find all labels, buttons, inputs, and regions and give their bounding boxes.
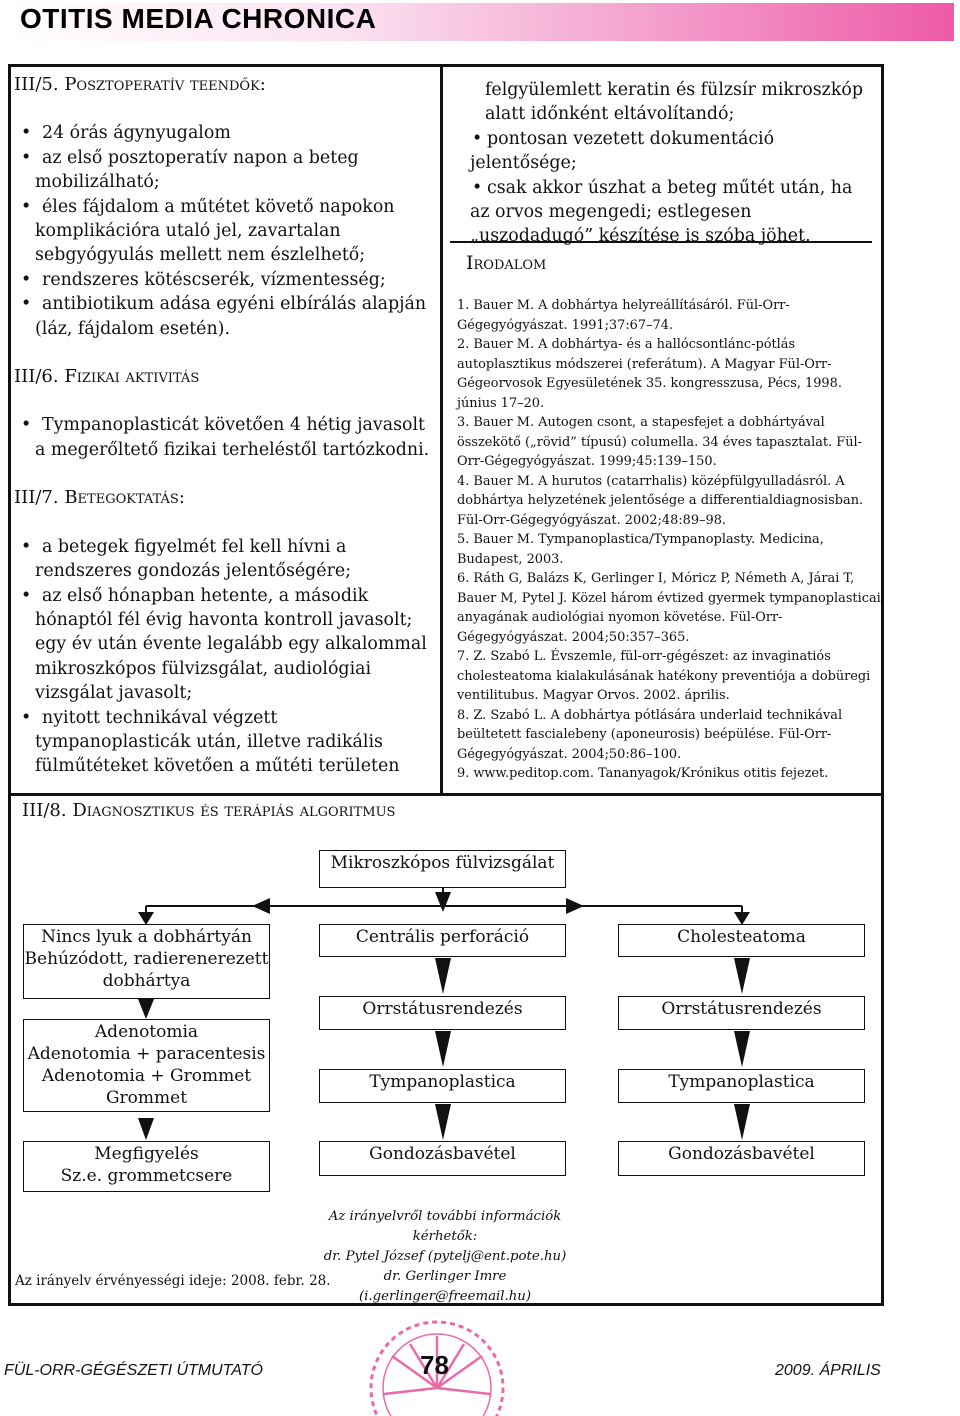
reference-item: 6. Ráth G, Balázs K, Gerlinger I, Móricz P, Németh A, Járai T, Bauer M, Pytel J. Közel három évtized gyermek tympanoplasticai anyagának audiológiai nyomon követése. Fül-Orr-Gégegyógyászat. 2004;50:357–365. — [457, 571, 881, 645]
flow-box-mid-3: Tympanoplastica — [319, 1069, 566, 1103]
flow-box-right-3: Tympanoplastica — [618, 1069, 865, 1103]
diagram-heading: III/8. Diagnosztikus és terápiás algoritmus — [22, 800, 396, 821]
reference-item: 1. Bauer M. A dobhártya helyreállításáról. Fül-Orr-Gégegyógyászat. 1991;37:67–74. — [457, 298, 790, 333]
flow-box-left-1: Nincs lyuk a dobhártyán Behúzódott, radierenerezett dobhártya — [23, 924, 270, 999]
list-item: • az első hónapban hetente, a második hónaptól fél évig havonta kontroll javasolt; egy év után évente legalább egy alkalommal mikroszkópos fülvizsgálat, audiológiai vizsgálat javasolt; — [14, 584, 434, 706]
contact-info: Az irányelvről további információk kérhetők: dr. Pytel József (pytelj@ent.pote.hu) dr. Gerlinger Imre (i.gerlinger@freemail.hu) — [323, 1209, 567, 1304]
flow-box-right-1: Cholesteatoma — [618, 924, 865, 957]
page-number: 78 — [420, 1350, 449, 1380]
list-item: • pontosan vezetett dokumentáció jelentősége; — [470, 127, 877, 176]
section-heading-7: III/7. Betegoktatás: — [14, 487, 185, 509]
list-item: • csak akkor úszhat a beteg műtét után, ha az orvos megengedi; estlegesen „uszodadugó” készítése is szóba jöhet. — [470, 176, 877, 249]
page-title: OTITIS MEDIA CHRONICA — [20, 3, 377, 34]
reference-item: 7. Z. Szabó L. Évszemle, fül-orr-gégészet: az invaginatiós cholesteatoma kialakulásának hatékony preventiója a dobüregi ventilitubus. Magyar Orvos. 2002. április. — [457, 649, 871, 703]
continued-text: felgyülemlett keratin és fülzsír mikroszkóp alatt időnként eltávolítandó; — [485, 80, 863, 125]
flow-box-left-2: Adenotomia Adenotomia + paracentesis Adenotomia + Grommet Grommet — [23, 1019, 270, 1112]
flow-box-mid-1: Centrális perforáció — [319, 924, 566, 957]
validity-note: Az irányelv érvényességi ideje: 2008. febr. 28. — [15, 1273, 331, 1289]
section-heading-5: III/5. Posztoperatív teendők: — [14, 74, 266, 95]
reference-item: 5. Bauer M. Tympanoplastica/Tympanoplasty. Medicina, Budapest, 2003. — [457, 532, 824, 567]
list-item: • rendszeres kötéscserék, vízmentesség; — [14, 268, 434, 292]
reference-item: 4. Bauer M. A hurutos (catarrhalis) középfülgyulladásról. A dobhártya helyzetének jelentősége a differentialdiagnosisban. Fül-Orr-Gégegyógyászat. 2002;48:89–98. — [457, 473, 864, 528]
arrow-head — [734, 1031, 750, 1067]
reference-item: 3. Bauer M. Autogen csont, a stapesfejet a dobhártyával összekötő („rövid” típusú) columella. 34 éves tapasztalat. Fül-Orr-Gégegyógyászat. 1999;45:139–150. — [457, 415, 863, 469]
footer-publication: FÜL-ORR-GÉGÉSZETI ÚTMUTATÓ — [4, 1362, 263, 1379]
reference-item: 2. Bauer M. A dobhártya- és a hallócsontlánc-pótlás autoplasztikus módszerei (referátum). A Magyar Fül-Orr-Gégeorvosok Egyesületének 35. kongresszusa, Pécs, 1998. június 17–20. — [457, 337, 842, 411]
arrow-head — [435, 1104, 451, 1140]
flow-box-mid-4: Gondozásbavétel — [319, 1141, 566, 1176]
list-item: • antibiotikum adása egyéni elbírálás alapján (láz, fájdalom esetén). — [14, 292, 434, 341]
arrow-head — [734, 958, 750, 994]
footer-date: 2009. ÁPRILIS — [775, 1362, 881, 1379]
arrow-head — [435, 892, 451, 912]
list-item: • éles fájdalom a műtétet követő napokon komplikációra utaló jel, zavartalan sebgyógyulás mellett nem észlelhető; — [14, 195, 434, 268]
list-item: • 24 órás ágynyugalom — [14, 121, 434, 145]
reference-item: 9. www.peditop.com. Tananyagok/Krónikus otitis fejezet. — [457, 766, 829, 781]
list-item: • nyitott technikával végzett tympanoplasticák után, illetve radikális fülműtéteket követően a műtéti területen — [14, 706, 434, 779]
arrow-head — [435, 1031, 451, 1067]
arrow-head — [734, 1104, 750, 1140]
flow-box-top: Mikroszkópos fülvizsgálat — [319, 850, 566, 888]
arrow-head — [138, 999, 154, 1019]
flow-box-right-2: Orrstátusrendezés — [618, 996, 865, 1030]
section-heading-6: III/6. Fizikai aktivitás — [14, 366, 200, 388]
reference-item: 8. Z. Szabó L. A dobhártya pótlására underlaid technikával beültetett fascialebeny (aponeurosis) beépülése. Fül-Orr-Gégegyógyászat. 2004;50:86–100. — [457, 707, 843, 762]
arrow-head — [252, 898, 270, 914]
flow-box-right-4: Gondozásbavétel — [618, 1141, 865, 1176]
arrow-head — [566, 898, 584, 914]
arrow-head — [138, 1118, 154, 1140]
flow-box-mid-2: Orrstátusrendezés — [319, 996, 566, 1030]
arrow-head — [435, 958, 451, 994]
list-item: • az első posztoperatív napon a beteg mobilizálható; — [14, 146, 434, 195]
flow-box-left-3: Megfigyelés Sz.e. grommetcsere — [23, 1141, 270, 1192]
list-item: • Tympanoplasticát követően 4 hétig javasolt a megerőltető fizikai terheléstől tartózkodni. — [14, 413, 434, 462]
list-item: • a betegek figyelmét fel kell hívni a rendszeres gondozás jelentőségére; — [14, 535, 434, 584]
references-heading: Irodalom — [466, 252, 547, 274]
